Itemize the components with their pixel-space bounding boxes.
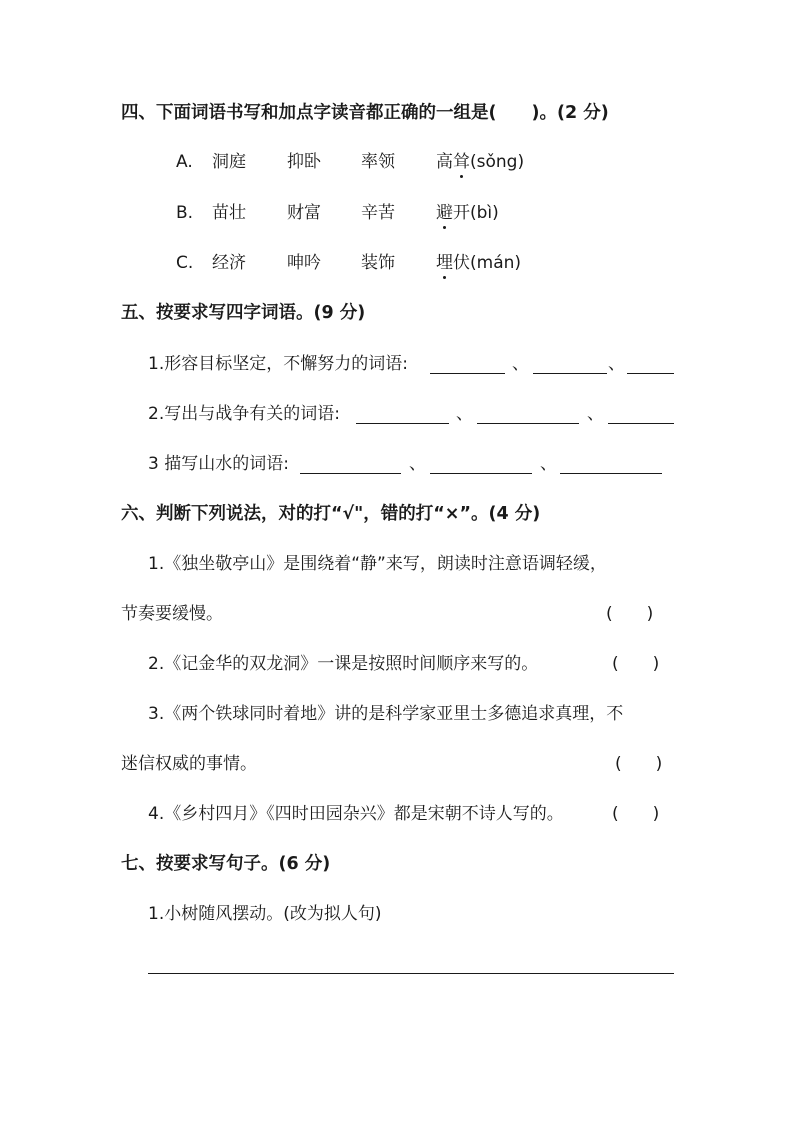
answer-blank[interactable] [608, 423, 674, 424]
dotted-char: 避 [436, 203, 453, 223]
option-word: 呻吟 [287, 253, 321, 273]
option-letter: B. [176, 203, 194, 223]
answer-parentheses[interactable]: ( ) [612, 654, 660, 674]
option-letter: C. [176, 253, 194, 273]
separator: 、 [409, 454, 426, 474]
answer-blank[interactable] [430, 473, 532, 474]
answer-line[interactable] [148, 973, 674, 974]
answer-blank[interactable] [627, 373, 674, 374]
option-letter: A. [176, 152, 193, 172]
answer-parentheses[interactable]: ( ) [615, 754, 663, 774]
option-word: 装饰 [361, 253, 395, 273]
question-6-3-cont: 迷信权威的事情。 [121, 754, 257, 774]
option-word: 洞庭 [212, 152, 246, 172]
question-5-2: 2.写出与战争有关的词语: [148, 404, 340, 424]
option-word: 苗壮 [212, 203, 246, 223]
section-7-title: 七、按要求写句子。(6 分) [121, 854, 331, 874]
separator: 、 [608, 354, 625, 374]
separator: 、 [512, 354, 529, 374]
question-6-1-cont: 节奏要缓慢。 [121, 604, 223, 624]
section-6-title: 六、判断下列说法，对的打“√"，错的打“×”。(4 分) [121, 504, 541, 524]
question-6-1: 1.《独坐敬亭山》是围绕着“静”来写，朗读时注意语调轻缓， [148, 554, 607, 574]
option-word: 经济 [212, 253, 246, 273]
section-4-title: 四、下面词语书写和加点字读音都正确的一组是( )。(2 分) [121, 103, 609, 123]
answer-blank[interactable] [356, 423, 449, 424]
dotted-char: 耸 [453, 152, 470, 172]
answer-parentheses[interactable]: ( ) [612, 804, 660, 824]
separator: 、 [587, 404, 604, 424]
option-word-pinyin: 避开(bì) [436, 203, 499, 223]
option-word-pinyin: 高耸(sǒng) [436, 152, 525, 172]
answer-blank[interactable] [477, 423, 579, 424]
option-word: 财富 [287, 203, 321, 223]
question-6-4: 4.《乡村四月》《四时田园杂兴》都是宋朝不诗人写的。 [148, 804, 564, 824]
question-5-1: 1.形容目标坚定，不懈努力的词语: [148, 354, 408, 374]
question-7-1: 1.小树随风摆动。(改为拟人句) [148, 904, 382, 924]
question-6-2: 2.《记金华的双龙洞》一课是按照时间顺序来写的。 [148, 654, 539, 674]
answer-blank[interactable] [300, 473, 401, 474]
answer-blank[interactable] [430, 373, 505, 374]
option-word-pinyin: 埋伏(mán) [436, 253, 522, 273]
answer-blank[interactable] [533, 373, 607, 374]
answer-blank[interactable] [560, 473, 662, 474]
section-5-title: 五、按要求写四字词语。(9 分) [121, 303, 366, 323]
separator: 、 [540, 454, 557, 474]
answer-parentheses[interactable]: ( ) [606, 604, 654, 624]
option-word: 辛苦 [361, 203, 395, 223]
question-6-3: 3.《两个铁球同时着地》讲的是科学家亚里士多德追求真理，不 [148, 704, 624, 724]
option-word: 抑卧 [287, 152, 321, 172]
question-5-3: 3 描写山水的词语: [148, 454, 289, 474]
dotted-char: 埋 [436, 253, 453, 273]
separator: 、 [456, 404, 473, 424]
option-word: 率领 [361, 152, 395, 172]
